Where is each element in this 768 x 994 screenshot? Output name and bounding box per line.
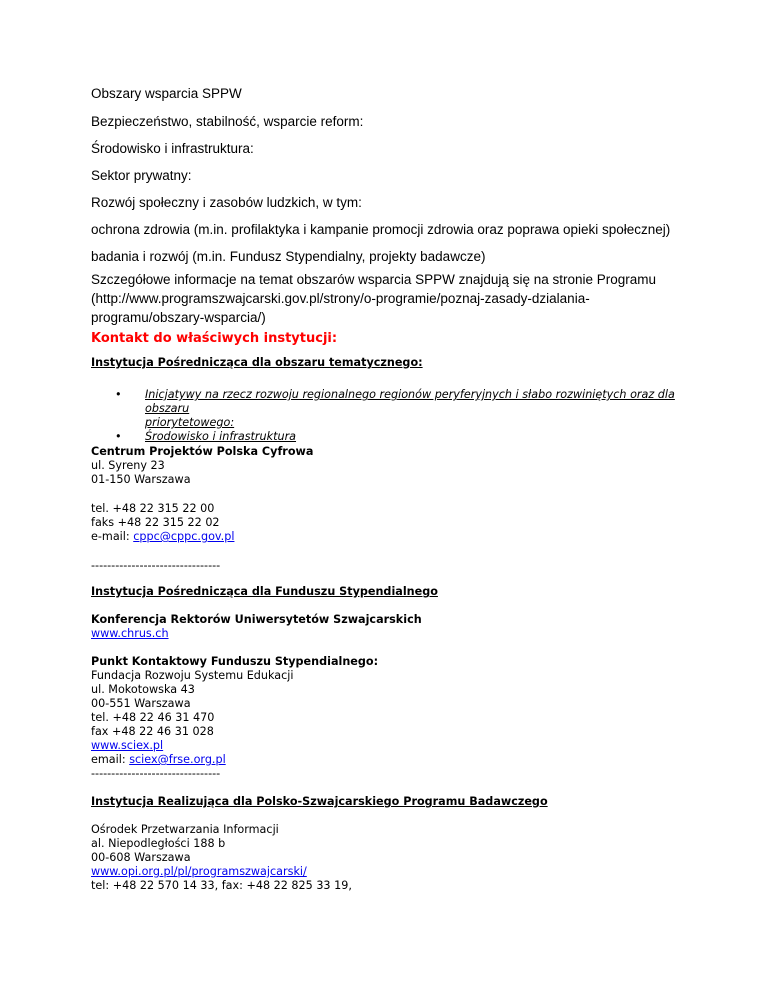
section1-street: ul. Syreny 23 [91, 459, 165, 472]
paragraph-health: ochrona zdrowia (m.in. profilaktyka i kampanie promocji zdrowia oraz poprawa opieki społecznej) [91, 222, 671, 237]
email-label: e-mail: [91, 530, 134, 543]
details-line-2: (http://www.programszwajcarski.gov.pl/strony/o-programie/poznaj-zasady-dzialania- [91, 291, 590, 306]
section1-tel: tel. +48 22 315 22 00 [91, 502, 215, 515]
section1-address [91, 445, 313, 487]
contact-point-city: 00-551 Warszawa [91, 697, 191, 710]
contact-point-tel: tel. +48 22 46 31 470 [91, 711, 215, 724]
paragraph-research: badania i rozwój (m.in. Fundusz Stypendialny, projekty badawcze) [91, 249, 486, 264]
paragraph-private-sector: Sektor prywatny: [91, 168, 192, 183]
paragraph-details [91, 270, 711, 327]
separator-2: -------------------------------- [91, 767, 221, 780]
section1-email-link[interactable]: cppc@cppc.gov.pl [133, 530, 235, 543]
section3-org: Ośrodek Przetwarzania Informacji [91, 823, 279, 836]
separator-1: -------------------------------- [91, 559, 221, 572]
section1-heading: Instytucja Pośrednicząca dla obszaru tematycznego: [91, 356, 423, 369]
bullet2-text: Środowisko i infrastruktura [145, 430, 297, 443]
section2-org: Konferencja Rektorów Uniwersytetów Szwajcarskich [91, 613, 422, 626]
section3-telfax: tel: +48 22 570 14 33, fax: +48 22 825 33 19, [91, 879, 352, 892]
contact-point-fax: fax +48 22 46 31 028 [91, 725, 214, 738]
email-label: email: [91, 753, 130, 766]
section3-city: 00-608 Warszawa [91, 851, 191, 864]
contact-point-heading: Punkt Kontaktowy Funduszu Stypendialnego: [91, 655, 379, 668]
section3-url-link[interactable]: www.opi.org.pl/pl/programszwajcarski/ [91, 865, 307, 878]
section1-bullet-list [91, 388, 711, 444]
section1-org: Centrum Projektów Polska Cyfrowa [91, 445, 314, 458]
section1-fax: faks +48 22 315 22 02 [91, 516, 220, 529]
bullet-dot: • [115, 388, 122, 401]
paragraph-environment: Środowisko i infrastruktura: [91, 141, 254, 156]
details-line-3: programu/obszary-wsparcia/) [91, 310, 266, 325]
section2-org-url-link[interactable]: www.chrus.ch [91, 627, 169, 640]
section2-org-block [91, 613, 422, 641]
contact-point-org: Fundacja Rozwoju Systemu Edukacji [91, 669, 294, 682]
contact-point-street: ul. Mokotowska 43 [91, 683, 195, 696]
bullet-item-regional [91, 388, 711, 430]
bullet-dot: • [115, 430, 122, 443]
paragraph-security: Bezpieczeństwo, stabilność, wsparcie reform: [91, 114, 364, 129]
bullet1-line1: Inicjatywy na rzecz rozwoju regionalnego regionów peryferyjnych i słabo rozwiniętych oraz dla obszaru [145, 388, 675, 415]
contact-heading: Kontakt do właściwych instytucji: [91, 331, 338, 346]
section3-heading: Instytucja Realizująca dla Polsko-Szwajcarskiego Programu Badawczego [91, 795, 548, 808]
section1-city: 01-150 Warszawa [91, 473, 191, 486]
paragraph-heading: Obszary wsparcia SPPW [91, 86, 242, 101]
section3-street: al. Niepodległości 188 b [91, 837, 226, 850]
contact-point-email-link[interactable]: sciex@frse.org.pl [129, 753, 226, 766]
contact-point-url-link[interactable]: www.sciex.pl [91, 739, 164, 752]
section1-contact [91, 502, 234, 544]
section2-heading: Instytucja Pośrednicząca dla Funduszu Stypendialnego [91, 585, 438, 598]
section3-address [91, 823, 352, 893]
contact-point-email-line [91, 753, 378, 767]
section2-contact-point [91, 655, 378, 781]
bullet-item-environment [91, 430, 711, 444]
paragraph-social-development: Rozwój społeczny i zasobów ludzkich, w tym: [91, 195, 362, 210]
bullet1-line2: priorytetowego: [145, 416, 235, 429]
section1-email-line [91, 530, 234, 544]
details-line-1: Szczegółowe informacje na temat obszarów wsparcia SPPW znajdują się na stronie Programu [91, 272, 657, 287]
